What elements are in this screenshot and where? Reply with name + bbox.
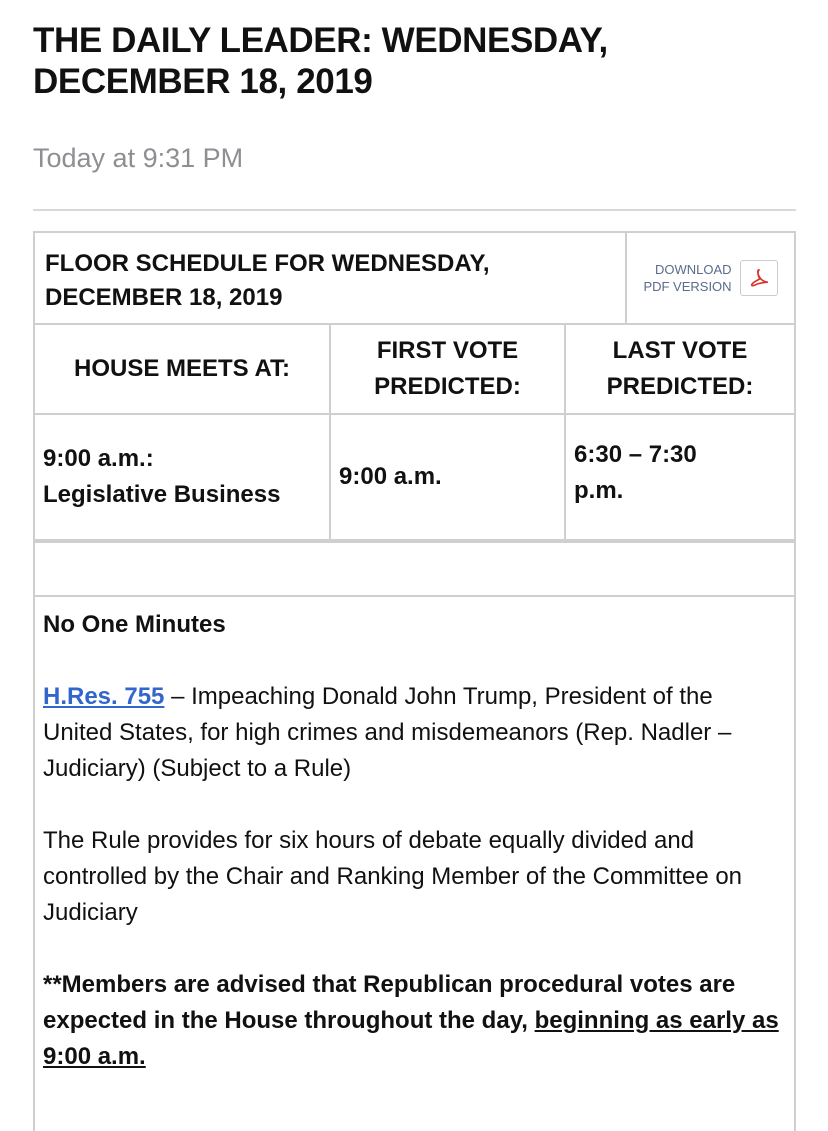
first-vote-value: 9:00 a.m. [339,463,442,490]
notice-paragraph [43,967,785,1075]
col-header-last-vote: LAST VOTE PREDICTED: [606,337,754,400]
divider [329,325,331,539]
one-minutes-heading: No One Minutes [43,611,226,638]
content-body [43,607,785,1075]
bill-link[interactable]: H.Res. 755 [43,683,165,710]
rule-paragraph: The Rule provides for six hours of debate equally divided and controlled by the Chair and Ranking Member of the Committee on Judiciary [43,827,743,926]
divider [33,209,796,211]
divider [35,539,794,543]
notice-text: **Members are advised that Republican procedural votes are expected in the House throughout the day, [43,971,736,1034]
pdf-label-line2: PDF VERSION [643,279,732,294]
last-vote-value: 6:30 – 7:30 p.m. [574,441,697,504]
bill-description: – Impeaching Donald John Trump, President of the United States, for high crimes and misdemeanors (Rep. Nadler – Judiciary) (Subject to a Rule) [43,683,732,782]
house-meets-value: 9:00 a.m.: Legislative Business [43,445,281,508]
bill-paragraph [43,679,785,787]
col-header-house-meets: HOUSE MEETS AT: [73,355,290,382]
pdf-icon [740,260,778,296]
download-pdf-button[interactable] [627,233,794,323]
pdf-label-line1: DOWNLOAD [655,262,732,277]
timestamp: Today at 9:31 PM [33,143,244,173]
divider [35,595,794,597]
col-header-first-vote: FIRST VOTE PREDICTED: [374,337,521,400]
schedule-title: FLOOR SCHEDULE FOR WEDNESDAY, DECEMBER 18, 2019 [45,250,490,311]
notice-time: beginning as early as 9:00 a.m. [43,1007,779,1070]
divider [564,325,566,539]
schedule-table [33,231,796,1131]
page-title: THE DAILY LEADER: WEDNESDAY, DECEMBER 18, 2019 [33,21,608,101]
